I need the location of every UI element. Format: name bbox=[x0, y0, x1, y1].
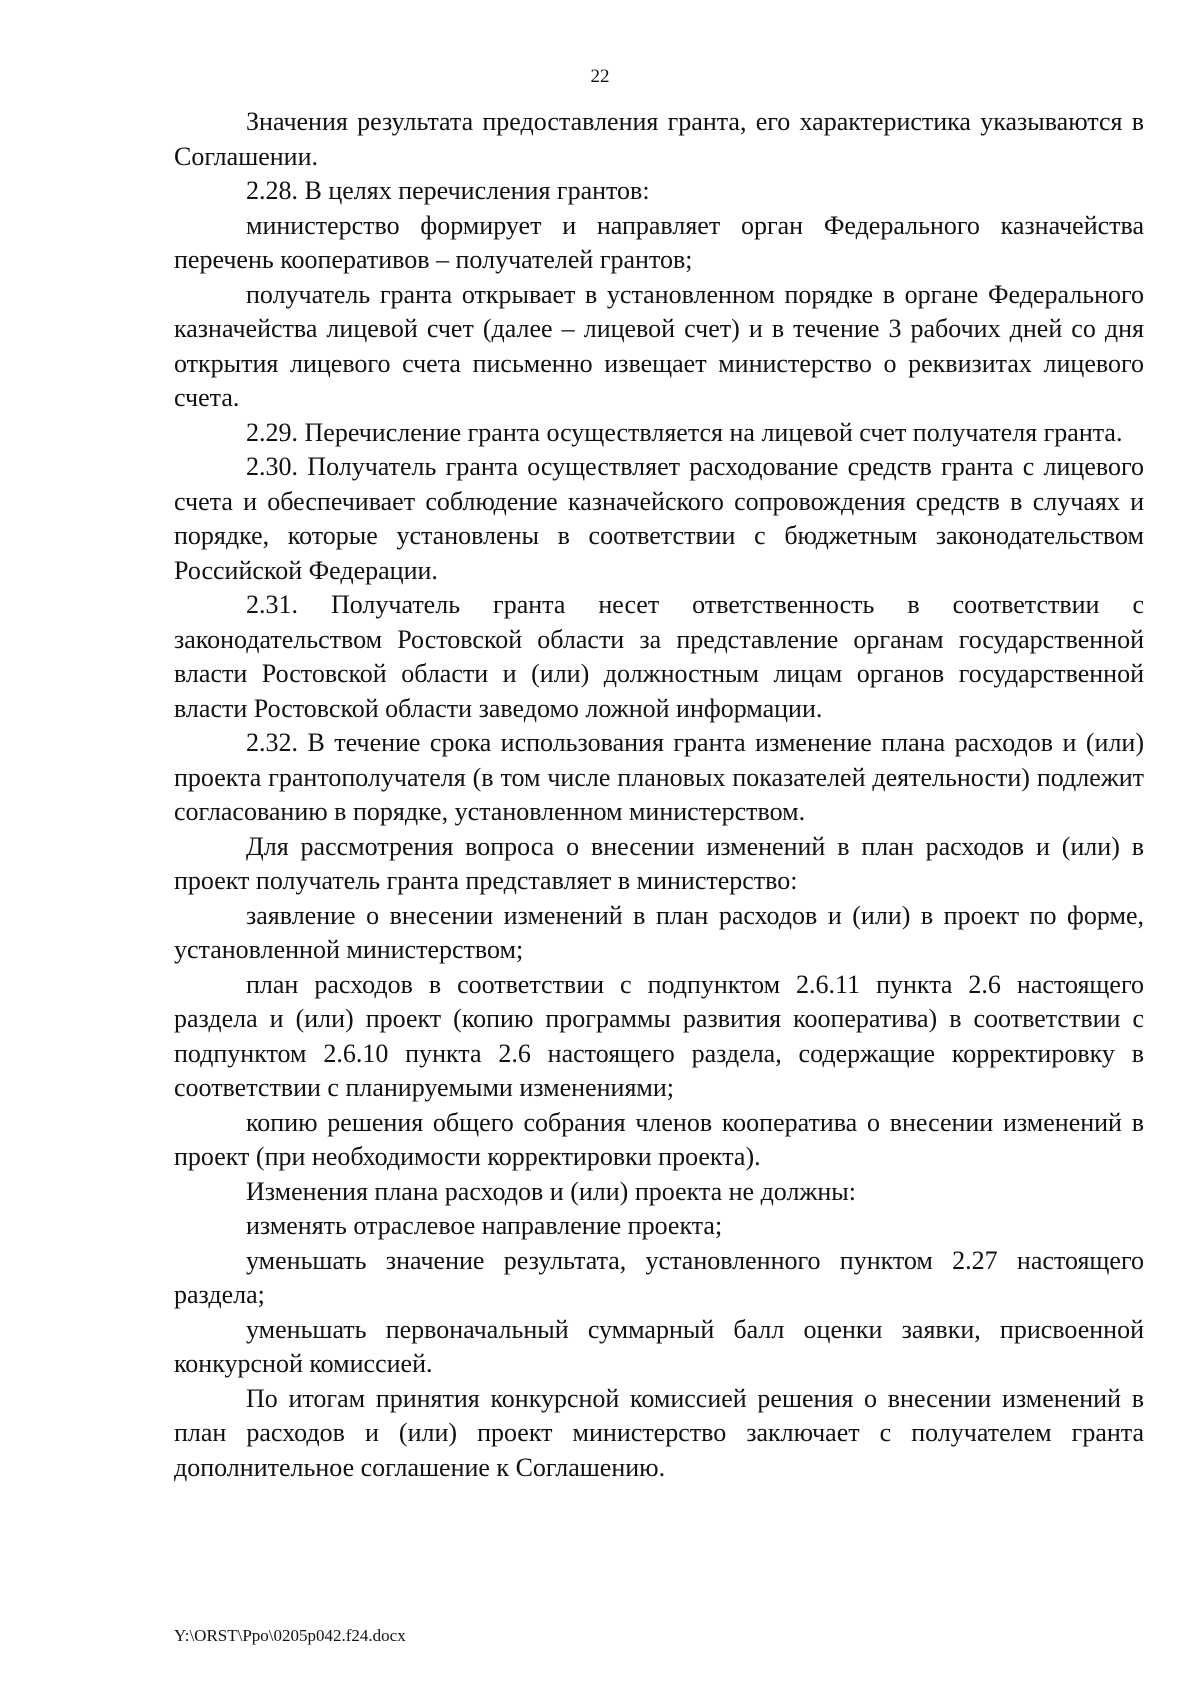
paragraph-changes-must-not: Изменения плана расходов и (или) проекта не должны: bbox=[246, 1176, 856, 1206]
paragraph-ministry-forms-list: министерство формирует и направляет орган Федерального казначейства перечень кооперативов – получателей грантов; bbox=[174, 210, 1144, 274]
paragraph-result-value: уменьшать значение результата, установленного пунктом 2.27 настоящего раздела; bbox=[174, 1245, 1144, 1309]
paragraph-recipient-opens-account: получатель гранта открывает в установленном порядке в органе Федерального казначейства лицевой счет (далее – лицевой счет) и в течение 3 рабочих дней со дня открытия лицевого счета письменно извещает министерство о реквизитах лицевого счета. bbox=[174, 279, 1144, 412]
paragraph-application: заявление о внесении изменений в план расходов и (или) в проект по форме, установленной министерством; bbox=[174, 900, 1144, 964]
paragraph-result-values: Значения результата предоставления гранта, его характеристика указываются в Соглашении. bbox=[174, 107, 1144, 171]
paragraph-2-29: 2.29. Перечисление гранта осуществляется на лицевой счет получателя гранта. bbox=[246, 417, 1123, 447]
paragraph-change-request: Для рассмотрения вопроса о внесении изменений в план расходов и (или) в проект получатель гранта представляет в министерство: bbox=[174, 831, 1144, 895]
paragraph-2-32: 2.32. В течение срока использования гранта изменение плана расходов и (или) проекта грантополучателя (в том числе плановых показателей деятельности) подлежит согласованию в порядке, установленном министерством. bbox=[174, 728, 1144, 826]
footer-file-path: Y:\ORST\Ppo\0205p042.f24.docx bbox=[174, 1626, 406, 1645]
paragraph-meeting-decision: копию решения общего собрания членов кооператива о внесении изменений в проект (при необходимости корректировки проекта). bbox=[174, 1107, 1144, 1171]
paragraph-2-28: 2.28. В целях перечисления грантов: bbox=[246, 176, 650, 205]
paragraph-score: уменьшать первоначальный суммарный балл оценки заявки, присвоенной конкурсной комиссией. bbox=[174, 1314, 1144, 1378]
paragraph-additional-agreement: По итогам принятия конкурсной комиссией решения о внесении изменений в план расходов и (или) проект министерство заключает с получателем гранта дополнительное соглашение к Соглашению. bbox=[174, 1383, 1144, 1482]
page-number: 22 bbox=[590, 66, 610, 87]
document-body bbox=[174, 105, 1144, 1485]
paragraph-2-31: 2.31. Получатель гранта несет ответственность в соответствии с законодательством Ростовской области за представление органам государственной власти Ростовской области и (или) должностным лицам органов государственной власти Ростовской области заведомо ложной информации. bbox=[174, 590, 1144, 723]
paragraph-2-30: 2.30. Получатель гранта осуществляет расходование средств гранта с лицевого счета и обеспечивает соблюдение казначейского сопровождения средств в случаях и порядке, которые установлены в соответствии с бюджетным законодательством Российской Федерации. bbox=[174, 452, 1144, 585]
paragraph-expense-plan: план расходов в соответствии с подпунктом 2.6.11 пункта 2.6 настоящего раздела и (или) проект (копию программы развития кооператива) в соответствии с подпунктом 2.6.10 пункта 2.6 настоящего раздела, содержащие корректировку в соответствии с планируемыми изменениями; bbox=[174, 969, 1144, 1102]
paragraph-industry-direction: изменять отраслевое направление проекта; bbox=[246, 1211, 723, 1240]
